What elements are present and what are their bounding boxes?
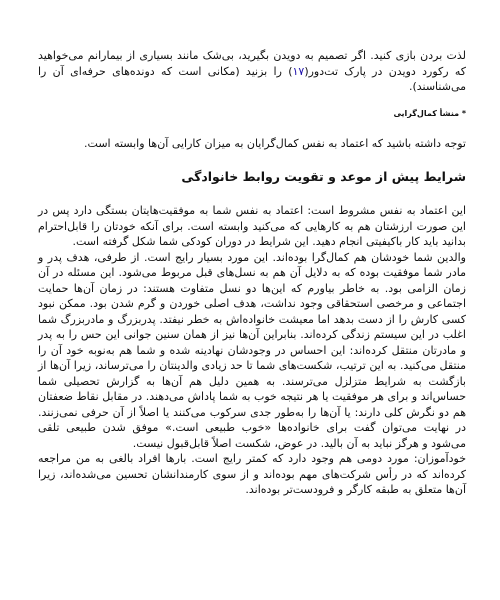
body-paragraph: خودآموزان: مورد دومی هم وجود دارد که کمتر رایج است. بارها افراد بالغی به من مراجعه کرده‌اند که در رأس شرکت‌های مهم بوده‌اند و از سوی کارمندانشان تحسین می‌شده‌اند، زیرا آن‌ها متعلق به طبقه کارگر و فرودست‌تر بوده‌اند. [38, 452, 466, 496]
footnote-reference-link[interactable]: ۱۷ [292, 64, 305, 78]
intro-paragraph [38, 48, 466, 95]
note-paragraph: توجه داشته باشید که اعتماد به نفس کمال‌گرایان به میزان کارایی آن‌ها وابسته است. [84, 136, 466, 150]
intro-text-after-ref: ) را بزنید (مکانی است که دونده‌های حرفه‌ای آن را می‌شناسند). [38, 64, 466, 93]
subheading: * منشأ کمال‌گرایی [393, 108, 466, 118]
document-page [38, 48, 466, 498]
intro-text-before-ref: لذت بردن بازی کنید. اگر تصمیم به دویدن بگیرید، بی‌شک مانند بسیاری از بیمارانم می‌خواهید که رکورد دویدن در پارک تت‌دور( [38, 49, 467, 78]
body-paragraph: این اعتماد به نفس مشروط است: اعتماد به نفس شما به موفقیت‌هایتان بستگی دارد پس در این صورت ارزشتان هم به کارهایی که می‌کنید وابسته است. برای آنکه خودتان را قابل‌احترام بدانید باید کار باکیفیتی انجام دهید. این شرایط در دوران کودکی شما شکل گرفته است. [38, 204, 466, 248]
section-heading: شرایط پیش از موعد و تقویت روابط خانوادگی [181, 169, 466, 184]
body-paragraph: والدین شما خودشان هم کمال‌گرا بوده‌اند. این مورد بسیار رایج است. از طرفی، هدف پدر و مادر شما موفقیت بوده که به دلایل آن هم به نسل‌های قبل مربوط می‌شود. این مسئله در آن زمان الزامی بود. به خاطر بیاورم که این‌ها دو نسل متفاوت هستند: در زمان آن‌ها حمایت اجتماعی و مرخصی استحقاقی وجود نداشت، هدف اصلی خوردن و گرم شدن بود. ممکن نبود کسی کارش را از دست بدهد اما معیشت خانواده‌اش به خطر نیفتد. پدربزرگ و مادربزرگ شما اغلب در این سیستم زندگی کرده‌اند. بنابراین آن‌ها نیز از همان سنین جوانی این حس را به پدر و مادرتان منتقل کرده‌اند: این احساس در وجودشان نهادینه شده و شما هم به‌نوبه خود آن را منتقل می‌کنید. به این ترتیب، شکست‌های شما تا حد زیادی والدینتان را می‌ترساند، زیرا آن‌ها از بازگشت به شرایط متزلزل می‌ترسند. به همین دلیل هم آن‌ها به گزارش تحصیلی شما حساس‌اند و برای هر موفقیت یا هر نتیجه خوب به شما پاداش می‌دهند. در مقابل نقاط ضعفتان هم دو نگرش کلی دارند: یا آن‌ها را به‌طور جدی سرکوب می‌کنند یا اصلاً از آن حرفی نمی‌زنند. در نهایت می‌توان گفت برای خانواده‌ها «خوب طبیعی است.» موفق شدن طبیعی تلقی می‌شود و هرگز نباید به آن بالید. در عوض، شکست اصلاً قابل‌قبول نیست. [38, 250, 466, 450]
